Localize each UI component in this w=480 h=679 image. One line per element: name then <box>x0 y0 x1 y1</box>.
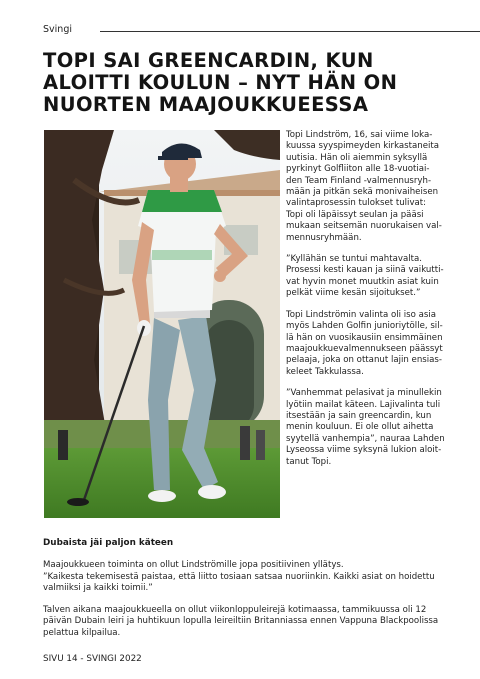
headline-line-2: ALOITTI KOULUN – NYT HÄN ON <box>43 71 398 94</box>
header-rule <box>100 31 480 32</box>
section-tag: Svingi <box>43 24 72 35</box>
page-footer: SIVU 14 - SVINGI 2022 <box>43 654 142 664</box>
paragraph-intro: Topi Lindström, 16, sai viime loka- kuussa syyspimeyden kirkastaneita uutisia. Hän oli aiemmin syksyllä pyrkinyt Golfliiton alle 18-vuotiai- den Team Finland -valmennusryh- mään ja pitkän sekä monivaiheisen valintaprosessin tulokset tulivat: Topi oli läpäissyt seulan ja pääsi mukaan seitsemän nuorukaisen val- mennusryhmään. <box>286 130 442 243</box>
golfer-photo <box>44 130 280 518</box>
paragraph-winter-camps: Talven aikana maajoukkueella on ollut viikonloppuleirejä kotimaassa, tammikuussa oli 12 päivän Dubain leiri ja huhtikuun lopulla leireiltiin Britanniassa ennen Vappuna Blackpoolissa pelattua kilpailua. <box>43 604 439 638</box>
headline-line-3: NUORTEN MAAJOUKKUEESSA <box>43 93 369 116</box>
headline-line-1: TOPI SAI GREENCARDIN, KUN <box>43 49 374 72</box>
paragraph-selection: Topi Lindströmin valinta oli iso asia myös Lahden Golfin junioriytölle, sil- lä hän on vuosikausiin ensimmäinen maajoukkuevalmennukseen päässyt pelaaja, joka on ottanut lajin ensias- keleet Takkulassa. <box>286 309 443 377</box>
paragraph-quote-2: ”Vanhemmat pelasivat ja minullekin lyötiin mailat käteen. Lajivalinta tuli itsestään ja sain greencardin, kun menin kouluun. Ei ole ollut aihetta syytellä vanhempia”, nauraa Lahden Lyseossa viime syksynä lukion aloit- tanut Topi. <box>286 388 445 467</box>
paragraph-national-team: Maajoukkueen toiminta on ollut Lindströmille jopa positiivinen yllätys. ”Kaikesta tekemisestä paistaa, että liitto tosiaan satsaa nuoriinkin. Kaikki asiat on hoidettu valmiiksi ja kaikki toimii.” <box>43 560 435 593</box>
paragraph-quote-1: ”Kyllähän se tuntui mahtavalta. Prosessi kesti kauan ja siinä vaikutti- vat hyvin monet muutkin asiat kuin pelkät viime kesän sijoitukset.” <box>286 254 444 299</box>
article-subheading: Dubaista jäi paljon käteen <box>43 538 174 548</box>
article-column <box>286 130 462 478</box>
article-headline <box>43 50 463 116</box>
article-bottom-text <box>43 560 453 649</box>
